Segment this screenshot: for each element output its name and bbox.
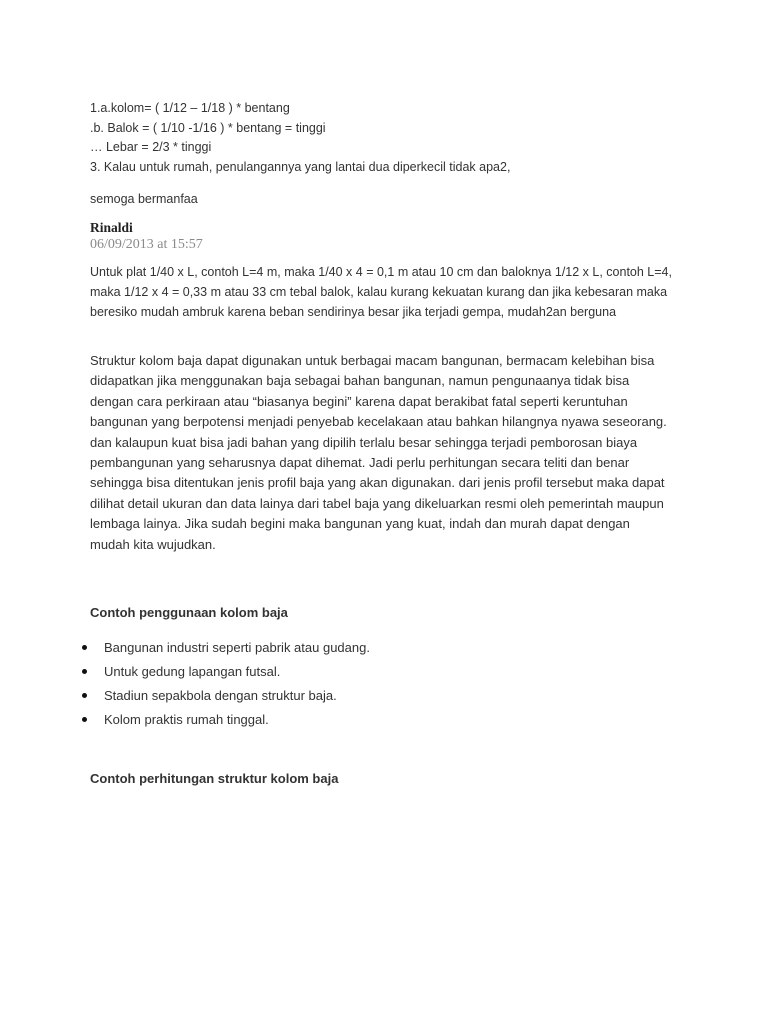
- list-item: [82, 639, 370, 663]
- formula-line: .b. Balok = ( 1/10 -1/16 ) * bentang = tinggi: [90, 120, 326, 135]
- paragraph-line: sehingga bisa ditentukan jenis profil baja yang akan digunakan. dari jenis profil tersebut maka dapat: [90, 475, 665, 491]
- usage-list: [82, 639, 370, 735]
- list-item: [82, 711, 370, 735]
- paragraph-line: dilihat detail ukuran dan data lainya dari tabel baja yang dikeluarkan resmi oleh pemerintah maupun: [90, 495, 664, 511]
- formula-list: [90, 99, 510, 177]
- comment-line: maka 1/12 x 4 = 0,33 m atau 33 cm tebal balok, kalau kurang kekuatan kurang dan jika kebesaran maka: [90, 285, 668, 299]
- closing-text: semoga bermanfaa: [90, 192, 198, 206]
- formula-line: … Lebar = 2/3 * tinggi: [90, 140, 212, 154]
- comment-line: Untuk plat 1/40 x L, contoh L=4 m, maka 1/40 x 4 = 0,1 m atau 10 cm dan baloknya 1/12 x L, contoh L=4,: [90, 265, 672, 279]
- list-item-text: Bangunan industri seperti pabrik atau gudang.: [104, 640, 370, 655]
- list-item-text: Untuk gedung lapangan futsal.: [104, 664, 281, 679]
- paragraph-line: dan kalaupun kuat bisa jadi bahan yang dipilih terlalu besar sehingga terjadi pemborosan biaya: [90, 434, 638, 450]
- formula-line: 1.a.kolom= ( 1/12 – 1/18 ) * bentang: [90, 101, 290, 115]
- paragraph-line: mudah kita wujudkan.: [90, 536, 216, 552]
- bullet-icon: [82, 693, 87, 698]
- bullet-icon: [82, 669, 87, 674]
- paragraph-line: Struktur kolom baja dapat digunakan untuk berbagai macam bangunan, bermacam kelebihan bisa: [90, 353, 655, 368]
- body-paragraph: [90, 351, 690, 555]
- comment-line: beresiko mudah ambruk karena beban sendirinya besar jika terjadi gempa, mudah2an berguna: [90, 305, 617, 319]
- list-item: [82, 687, 370, 711]
- section-heading-usage: Contoh penggunaan kolom baja: [90, 605, 288, 620]
- comment-author: Rinaldi: [90, 220, 133, 235]
- comment-body: [90, 262, 690, 322]
- paragraph-line: bangunan yang berpotensi menjadi penyebab kecelakaan atau bahkan hilangnya nyawa seseorang.: [90, 414, 667, 430]
- paragraph-line: didapatkan jika menggunakan baja sebagai bahan bangunan, namun pengunaanya tidak bisa: [90, 373, 630, 389]
- section-heading-calculation: Contoh perhitungan struktur kolom baja: [90, 771, 339, 786]
- comment-date: 06/09/2013 at 15:57: [90, 237, 203, 252]
- paragraph-line: lembaga lainya. Jika sudah begini maka bangunan yang kuat, indah dan murah dapat dengan: [90, 516, 630, 532]
- bullet-icon: [82, 717, 87, 722]
- paragraph-line: pembangunan yang seharusnya dapat dihemat. Jadi perlu perhitungan secara teliti dan benar: [90, 455, 630, 471]
- bullet-icon: [82, 645, 87, 650]
- paragraph-line: dengan cara perkiraan atau “biasanya begini” karena dapat berakibat fatal seperti keruntuhan: [90, 393, 628, 409]
- list-item-text: Stadiun sepakbola dengan struktur baja.: [104, 688, 337, 703]
- list-item-text: Kolom praktis rumah tinggal.: [104, 712, 269, 727]
- formula-line: 3. Kalau untuk rumah, penulangannya yang lantai dua diperkecil tidak apa2,: [90, 159, 511, 174]
- list-item: [82, 663, 370, 687]
